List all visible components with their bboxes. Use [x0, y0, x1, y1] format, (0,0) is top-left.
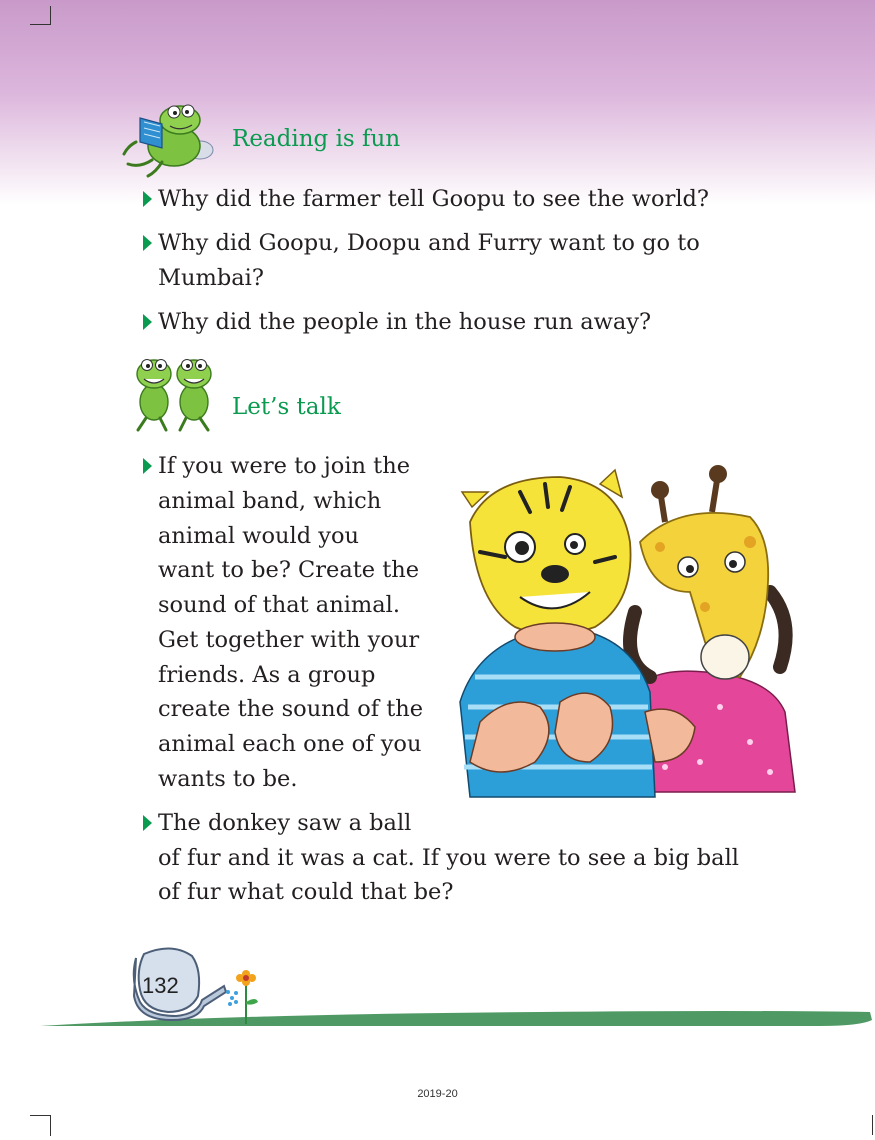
- crop-mark-bottom-left: [30, 1115, 51, 1136]
- bullet-triangle-icon: [143, 235, 152, 251]
- bullet-triangle-icon: [143, 458, 152, 474]
- footer-year: 2019-20: [417, 1088, 458, 1100]
- talk-question-1-line-10: wants to be.: [158, 766, 298, 792]
- talk-question-2-line-2: of fur and it was a cat. If you were to see a big ball: [158, 845, 739, 871]
- talk-question-1-line-5: sound of that animal.: [158, 592, 400, 618]
- talk-question-1-line-2: animal band, which: [158, 488, 382, 514]
- talk-question-1-line-6: Get together with your: [158, 627, 420, 653]
- page-number: 132: [142, 973, 179, 998]
- talk-section-title: Let’s talk: [232, 394, 341, 420]
- talk-question-1-line-3: animal would you: [158, 523, 359, 549]
- reading-question-1: Why did the farmer tell Goopu to see the world?: [158, 186, 709, 212]
- talk-question-1-line-8: create the sound of the: [158, 696, 424, 722]
- children-in-masks-illustration: [450, 462, 800, 804]
- bullet-triangle-icon: [143, 815, 152, 831]
- talk-question-1-line-1: If you were to join the: [158, 453, 411, 479]
- talking-frogs-icon: [130, 352, 222, 434]
- crop-mark-bottom-right: [872, 1115, 873, 1135]
- talk-question-1-line-4: want to be? Create the: [158, 557, 420, 583]
- reading-question-3: Why did the people in the house run away?: [158, 309, 652, 335]
- talk-question-1-line-7: friends. As a group: [158, 662, 376, 688]
- bullet-triangle-icon: [143, 191, 152, 207]
- talk-question-2-line-3: of fur what could that be?: [158, 879, 454, 905]
- talk-question-1-line-9: animal each one of you: [158, 731, 422, 757]
- bullet-triangle-icon: [143, 314, 152, 330]
- reading-section-title: Reading is fun: [232, 126, 401, 152]
- crop-mark-top-left: [30, 6, 51, 25]
- talk-question-2-line-1: The donkey saw a ball: [158, 810, 412, 836]
- reading-frog-icon: [122, 98, 214, 178]
- reading-question-2-line-2: Mumbai?: [158, 265, 264, 291]
- reading-question-2-line-1: Why did Goopu, Doopu and Furry want to go to: [158, 230, 700, 256]
